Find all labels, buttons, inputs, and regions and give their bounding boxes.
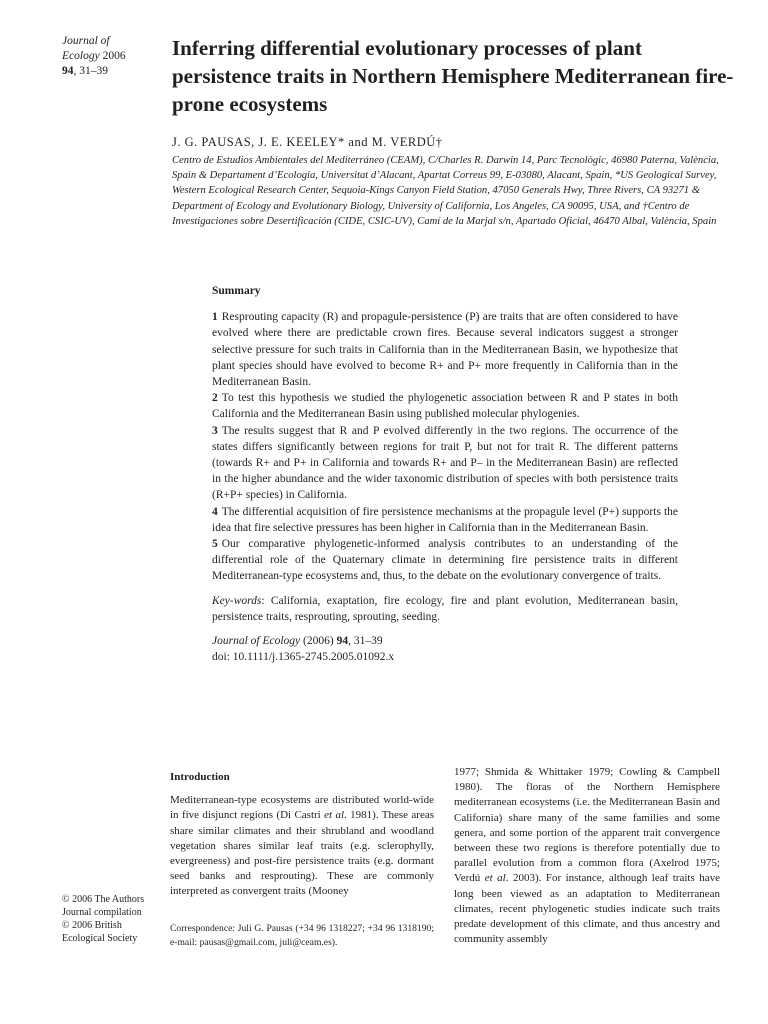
summary-item-number: 3 [212,424,218,437]
journal-pages: , 31–39 [73,65,108,77]
keywords-label: Key-words [212,594,262,607]
summary-item-text: The results suggest that R and P evolved differently in the two regions. The occurrence of the states differs significantly between regions for trait P, but not for trait R. The different patterns (towards R+ and P+ in California and towards R+ and P– in the Mediterranean Basin) are reflected in the higher abundance and the wider taxonomic distribution of species with both persistence traits (R+P+ species) in California. [212,424,678,502]
summary-item-3 [212,423,678,504]
journal-name: Ecology [62,50,100,62]
summary-item-number: 1 [212,311,218,324]
col2-text-part2: . 2003). For instance, although leaf traits have long been viewed as an adaptation to Mediterranean climates, recent phylogenetic studies indicate such traits predate development of this climate, and thus ancestry and community assembly [454,872,720,946]
summary-item-number: 4 [212,505,218,518]
summary-item-text: Resprouting capacity (R) and propagule-persistence (P) are traits that are often considered to have evolved where there are predictable crown fires. Because several indicators suggest a stronger selective pressure for such traits in California than in the Mediterranean Basin, we hypothesize that plant species should have evolved to become R+ and P+ more frequently in California than in the Mediterranean Basin. [212,311,678,389]
copyright-line2: Journal compilation [62,907,142,918]
keywords-text: : California, exaptation, fire ecology, fire and plant evolution, Mediterranean basin, persistence traits, resprouting, sprouting, seeding. [212,594,678,623]
intro-et-al: et al [324,809,345,822]
copyright-line4: Ecological Society [62,933,138,944]
intro-text-part2: . 1981). These areas share similar climates and their shrubland and woodland vegetation shares similar leaf traits (e.g. sclerophylly, evergreeness) and post-fire persistence traits (e.g. dormant seed banks and resprouting). These are commonly interpreted as convergent traits (Mooney [170,809,435,898]
summary-item-text: To test this hypothesis we studied the phylogenetic association between R and P states in both California and the Mediterranean Basin using published molecular phylogenies. [212,392,678,421]
journal-volume-pages [62,64,162,79]
introduction-column-2 [454,765,720,947]
journal-reference [62,34,162,79]
summary-item-1 [212,309,678,390]
citation-pages: , 31–39 [348,635,383,648]
journal-name-line2 [62,49,162,64]
summary-item-5 [212,536,678,585]
col2-et-al: et al [484,872,506,885]
summary-section [212,283,678,665]
doi: doi: 10.1111/j.1365-2745.2005.01092.x [212,651,395,664]
affiliation: Centro de Estudios Ambientales del Mediterráneo (CEAM), C/Charles R. Darwin 14, Parc Tecnològic, 46980 Paterna, València, Spain & Departament d’Ecologia, Universitat d’Alacant, Apartat Correus 99, E-03080, Alacant, Spain, *US Geological Survey, Western Ecological Research Center, Sequoia-Kings Canyon Field Station, 47050 Generals Hwy, Three Rivers, CA 93271 & Department of Ecology and Evolutionary Biology, University of California, Los Angeles, CA 90095, USA, and †Centro de Investigaciones sobre Desertificación (CIDE, CSIC-UV), Camí de la Marjal s/n, Apartado Oficial, 46470 Albal, València, Spain [172,155,719,227]
summary-heading: Summary [212,285,261,297]
journal-name-line1: Journal of [62,35,110,47]
summary-item-4 [212,504,678,536]
introduction-paragraph [170,793,434,899]
summary-item-text: Our comparative phylogenetic-informed analysis contributes to an understanding of the differential role of the Quaternary climate in determining fire persistence traits in different Mediterranean-type ecosystems and, thus, to the debate on the evolutionary convergence of traits. [212,538,678,583]
summary-item-number: 5 [212,538,218,551]
correspondence: Correspondence: Juli G. Pausas (+34 96 1318227; +34 96 1318190; e-mail: pausas@gmail.com, juli@ceam.es). [170,923,434,948]
col2-text-part1: 1977; Shmida & Whittaker 1979; Cowling & Campbell 1980). The floras of the Northern Hemisphere mediterranean ecosystems (i.e. the Mediterranean Basin and California) share many of the same families and some genera, and some portion of the apparent trait convergence between these two regions is therefore potentially due to parallel evolution from a common flora (Axelrod 1975; Verdú [454,766,720,885]
citation-journal: Journal of Ecology [212,635,301,648]
intro-text-part1: Mediterranean-type ecosystems are distributed world-wide in five disjunct regions (Di Castri [170,794,434,822]
copyright-line1: © 2006 The Authors [62,894,145,905]
journal-volume: 94 [62,65,74,77]
summary-item-number: 2 [212,392,218,405]
citation-volume: 94 [336,635,349,648]
authors: J. G. PAUSAS, J. E. KEELEY* and M. VERDÚ† [172,135,443,149]
introduction-column-1 [170,770,434,900]
citation [212,633,678,665]
introduction-heading: Introduction [170,771,230,783]
keywords [212,593,678,625]
summary-item-text: The differential acquisition of fire persistence mechanisms at the propagule level (P+) supports the idea that fire selective pressures has been higher in California than in the Mediterranean Basin. [212,505,678,534]
summary-item-2 [212,390,678,422]
copyright-line3: © 2006 British [62,920,122,931]
article-title: Inferring differential evolutionary processes of plant persistence traits in Northern Hemisphere Mediterranean fire-prone ecosystems [172,36,734,116]
citation-year: (2006) [300,635,337,648]
journal-year: 2006 [102,50,126,62]
copyright-notice [62,893,162,945]
